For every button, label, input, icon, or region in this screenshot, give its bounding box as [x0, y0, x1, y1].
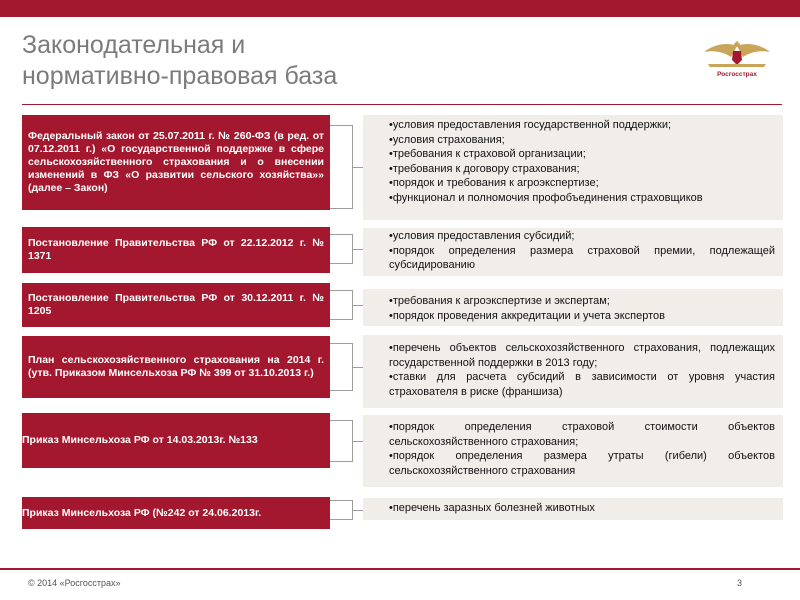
- requirement-item: •порядок определения страховой стоимости объектов сельскохозяйственного страхования;: [389, 421, 775, 448]
- slide-title-line-2: нормативно-правовая база: [22, 62, 338, 90]
- doc-box-federal-law: [22, 115, 330, 210]
- requirement-item: •требования к агроэкспертизе и экспертам;: [389, 295, 610, 307]
- row-connector-tick: [353, 167, 363, 168]
- doc-box-insurance-plan-2014: [22, 336, 330, 398]
- requirements-box: [363, 498, 783, 520]
- row-connector-tick: [353, 510, 363, 511]
- requirements-box: [363, 289, 783, 326]
- doc-box-resolution-1205: [22, 283, 330, 327]
- requirements-box: [363, 335, 783, 408]
- row-connector: [330, 343, 353, 391]
- row-connector: [330, 290, 353, 320]
- doc-title: Приказ Минсельхоза РФ (№242 от 24.06.2013г.: [22, 506, 262, 519]
- row-connector: [330, 420, 353, 462]
- row-connector-tick: [353, 305, 363, 306]
- slide-title-line-1: Законодательная и: [22, 31, 246, 59]
- title-divider: [22, 104, 782, 105]
- requirement-item: •перечень объектов сельскохозяйственного страхования, подлежащих государственной поддержки в 2013 году;: [389, 342, 775, 369]
- requirements-box: [363, 415, 783, 487]
- doc-box-resolution-1371: [22, 227, 330, 273]
- requirement-item: •перечень заразных болезней животных: [389, 502, 595, 514]
- row-connector-tick: [353, 249, 363, 250]
- page-number: 3: [736, 578, 742, 588]
- doc-title: Федеральный закон от 25.07.2011 г. № 260-ФЗ (в ред. от 07.12.2011 г.) «О государственной поддержке в сфере сельскохозяйственного страхования и о внесении изменений в ФЗ «О развитии сельского хозяйства»» (далее – Закон): [28, 130, 324, 194]
- row-connector-tick: [353, 441, 363, 442]
- row-connector: [330, 125, 353, 209]
- requirements-box: [363, 115, 783, 220]
- requirement-item: •порядок определения размера утраты (гибели) объектов сельскохозяйственного страхования: [389, 450, 775, 477]
- requirement-item: •ставки для расчета субсидий в зависимости от уровня участия страхователя в риске (франшиза): [389, 371, 775, 398]
- doc-title: Постановление Правительства РФ от 30.12.2011 г. № 1205: [28, 292, 324, 317]
- doc-box-order-242: [22, 497, 330, 529]
- requirement-item: •условия предоставления государственной поддержки;: [389, 119, 672, 131]
- row-connector: [330, 234, 353, 264]
- requirement-item: •функционал и полномочия профобъединения страховщиков: [389, 191, 703, 204]
- requirement-item: •условия страхования;: [389, 133, 505, 146]
- requirement-item: •требования к договору страхования;: [389, 162, 580, 175]
- requirement-item: •порядок определения размера страховой премии, подлежащей субсидированию: [389, 244, 775, 271]
- requirement-item: •порядок проведения аккредитации и учета экспертов: [389, 309, 665, 322]
- doc-title: Постановление Правительства РФ от 22.12.2012 г. № 1371: [28, 237, 324, 262]
- requirement-item: •требования к страховой организации;: [389, 148, 586, 160]
- logo-wordmark: Росгосстрах: [717, 71, 757, 78]
- requirement-item: •условия предоставления субсидий;: [389, 230, 575, 242]
- footer-divider: [0, 568, 800, 570]
- doc-title: План сельскохозяйственного страхования на 2014 г. (утв. Приказом Минсельхоза РФ № 399 от 31.10.2013 г.): [28, 354, 324, 379]
- row-connector: [330, 500, 353, 520]
- row-connector-tick: [353, 367, 363, 368]
- top-accent-bar: [0, 0, 800, 17]
- slide-title: [22, 30, 582, 92]
- doc-title: Приказ Минсельхоза РФ от 14.03.2013г. №133: [22, 434, 258, 446]
- doc-box-order-133: [22, 413, 330, 468]
- requirement-item: •порядок и требования к агроэкспертизе;: [389, 177, 599, 189]
- requirements-box: [363, 228, 783, 276]
- footer-copyright: © 2014 «Росгосстрах»: [28, 578, 121, 588]
